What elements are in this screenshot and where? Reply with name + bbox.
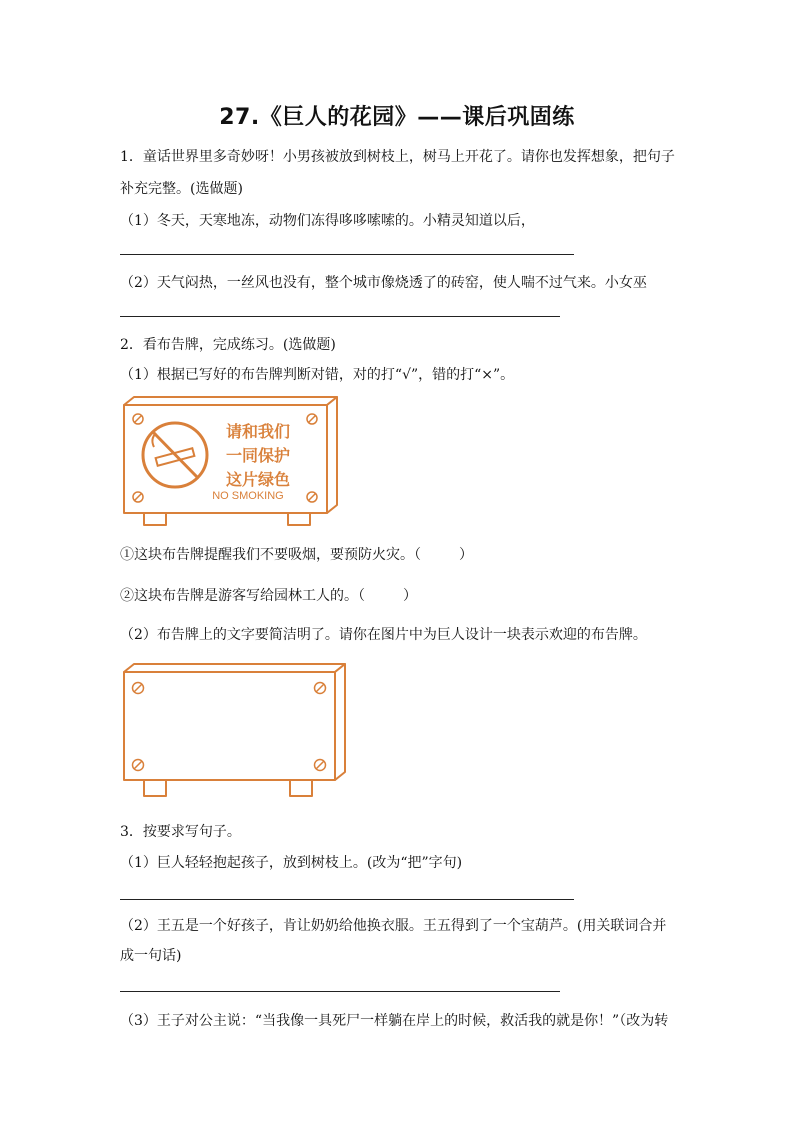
q3-prompt: 3．按要求写句子。 xyxy=(120,824,241,840)
blank-sign-image[interactable] xyxy=(120,660,350,800)
q1-item2: （2）天气闷热，一丝风也没有，整个城市像烧透了的砖窑，使人喘不过气来。小女巫 xyxy=(120,275,647,291)
q1-answer-line2[interactable] xyxy=(120,316,560,317)
q3-answer-line2[interactable] xyxy=(120,991,560,992)
q3-item1: （1）巨人轻轻抱起孩子，放到树枝上。(改为“把”字句) xyxy=(120,855,463,871)
q2-sub2: （2）布告牌上的文字要简洁明了。请你在图片中为巨人设计一块表示欢迎的布告牌。 xyxy=(120,627,647,643)
q1-prompt-line1: 1．童话世界里多奇妙呀！小男孩被放到树枝上，树马上开花了。请你也发挥想象，把句子 xyxy=(120,149,675,165)
q1-item1: （1）冬天，天寒地冻，动物们冻得哆哆嗦嗦的。小精灵知道以后， xyxy=(120,213,535,229)
q2-judge1 xyxy=(120,544,473,564)
q2-judge1-close: ） xyxy=(459,547,473,563)
q2-prompt: 2．看布告牌，完成练习。(选做题) xyxy=(120,337,336,353)
q2-judge2 xyxy=(120,585,417,605)
q3-item2-line2: 成一句话) xyxy=(120,948,182,964)
q2-judge2-text: ②这块布告牌是游客写给园林工人的。（ xyxy=(120,588,365,604)
q3-item2-line1: （2）王五是一个好孩子，肯让奶奶给他换衣服。王五得到了一个宝葫芦。(用关联词合并 xyxy=(120,918,667,934)
q2-judge2-close: ） xyxy=(403,588,417,604)
no-smoking-sign-image xyxy=(120,395,342,529)
q2-sub1: （1）根据已写好的布告牌判断对错，对的打“√”，错的打“×”。 xyxy=(120,367,515,383)
sign-text-line2: 一同保护 xyxy=(225,446,291,465)
sign-text-line3: 这片绿色 xyxy=(225,470,291,489)
page-title: 27.《巨人的花园》——课后巩固练 xyxy=(219,105,575,130)
q2-judge1-text: ①这块布告牌提醒我们不要吸烟，要预防火灾。（ xyxy=(120,547,421,563)
sign-text-line1: 请和我们 xyxy=(225,422,291,441)
q1-answer-line1[interactable] xyxy=(120,254,574,255)
sign-caption: NO SMOKING xyxy=(212,490,284,502)
q1-prompt-line2: 补充完整。(选做题) xyxy=(120,181,243,197)
q3-answer-line1[interactable] xyxy=(120,899,574,900)
q3-item3: （3）王子对公主说：“当我像一具死尸一样躺在岸上的时候，救活我的就是你！”（改为转 xyxy=(120,1013,669,1029)
